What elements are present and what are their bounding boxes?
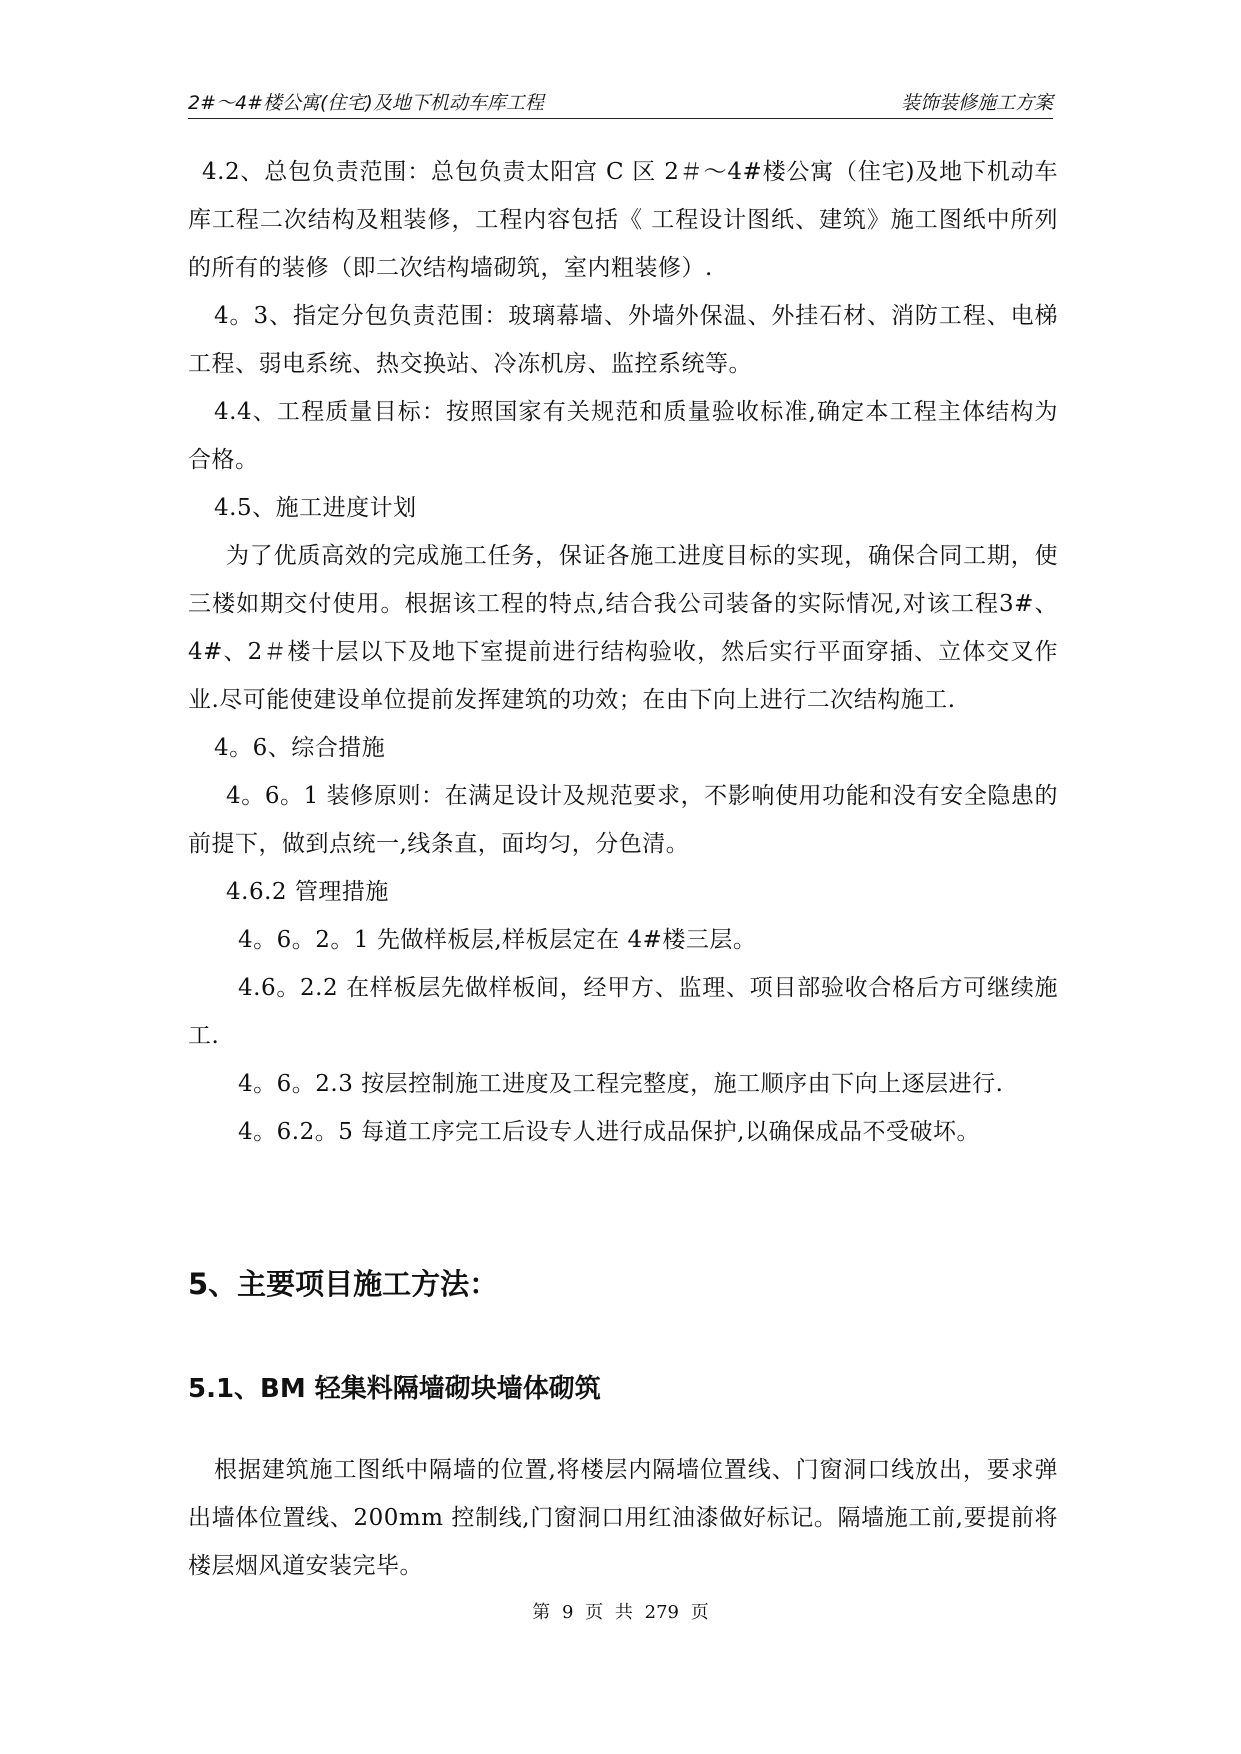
page-footer: 第 9 页 共 279 页 bbox=[532, 1602, 709, 1623]
paragraph-4-4: 4.4、工程质量目标：按照国家有关规范和质量验收标准,确定本工程主体结构为合格。 bbox=[188, 399, 1058, 473]
section-heading: 5、主要项目施工方法： bbox=[188, 1267, 499, 1301]
header-document-title: 装饰装修施工方案 bbox=[900, 92, 1053, 114]
paragraph-4-6-1: 4。6。1 装修原则：在满足设计及规范要求，不影响使用功能和没有安全隐患的前提下，做到点统一,线条直，面均匀，分色清。 bbox=[188, 783, 1058, 857]
paragraph-4-6-2-3: 4。6。2.3 按层控制施工进度及工程完整度，施工顺序由下向上逐层进行. bbox=[238, 1071, 1004, 1097]
paragraph-4-6-2-1: 4。6。2。1 先做样板层,样板层定在 4#楼三层。 bbox=[238, 927, 757, 953]
section-body bbox=[188, 1446, 1058, 1590]
paragraph-4-6-2-2: 4.6。2.2 在样板层先做样板间，经甲方、监理、项目部验收合格后方可继续施工. bbox=[188, 975, 1058, 1049]
main-content bbox=[188, 148, 1058, 1156]
header-project-title: 2#～4#楼公寓(住宅)及地下机动车库工程 bbox=[188, 92, 544, 114]
paragraph-4-3: 4。3、指定分包负责范围：玻璃幕墙、外墙外保温、外挂石材、消防工程、电梯工程、弱电系统、热交换站、冷冻机房、监控系统等。 bbox=[188, 303, 1058, 377]
paragraph-schedule-body: 为了优质高效的完成施工任务，保证各施工进度目标的实现，确保合同工期，使三楼如期交付使用。根据该工程的特点,结合我公司装备的实际情况,对该工程3#、4#、2＃楼十层以下及地下室提前进行结构验收，然后实行平面穿插、立体交叉作业.尽可能使建设单位提前发挥建筑的功效；在由下向上进行二次结构施工. bbox=[188, 543, 1058, 713]
paragraph-4-5: 4.5、施工进度计划 bbox=[214, 495, 417, 521]
paragraph-5-1-body: 根据建筑施工图纸中隔墙的位置,将楼层内隔墙位置线、门窗洞口线放出，要求弹出墙体位置线、200mm 控制线,门窗洞口用红油漆做好标记。隔墙施工前,要提前将楼层烟风道安装完毕。 bbox=[188, 1457, 1058, 1579]
page-header bbox=[188, 88, 1053, 119]
paragraph-4-6-2-5: 4。6.2。5 每道工序完工后设专人进行成品保护,以确保成品不受破坏。 bbox=[238, 1119, 980, 1145]
subsection-heading: 5.1、BM 轻集料隔墙砌块墙体砌筑 bbox=[188, 1374, 601, 1404]
paragraph-4-6-2: 4.6.2 管理措施 bbox=[226, 879, 389, 905]
paragraph-4-2: 4.2、总包负责范围：总包负责太阳宫 C 区 2＃～4#楼公寓（住宅)及地下机动车库工程二次结构及粗装修，工程内容包括《 工程设计图纸、建筑》施工图纸中所列的所有的装修（即二次结构墙砌筑，室内粗装修）. bbox=[188, 159, 1058, 281]
paragraph-4-6: 4。6、综合措施 bbox=[214, 735, 386, 761]
